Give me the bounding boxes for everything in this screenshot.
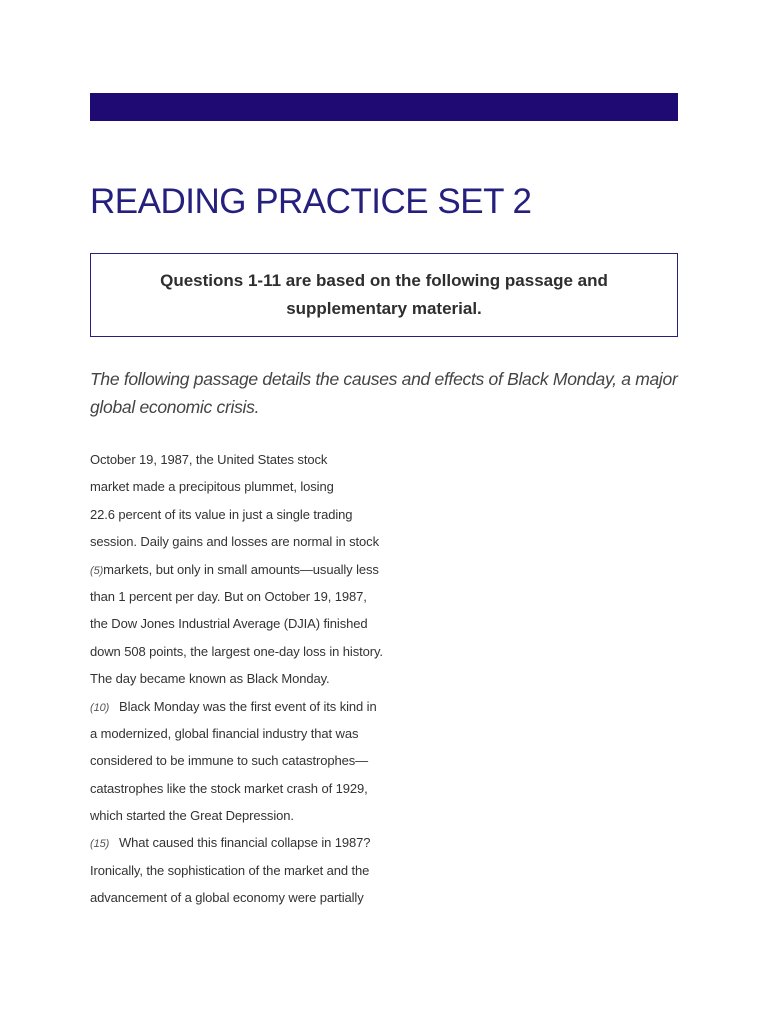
passage-line [90,665,410,692]
passage-line [90,556,410,583]
passage-line [90,473,410,500]
question-instructions-box [90,253,678,337]
passage-line-text: a modernized, global financial industry that was [90,725,359,741]
passage-line [90,747,410,774]
passage-line-text: considered to be immune to such catastrophes— [90,753,369,769]
passage-line-text: 22.6 percent of its value in just a single trading [90,506,353,522]
question-instructions-text: Questions 1-11 are based on the following passage and supplementary material. [160,271,608,318]
passage-line-text: Ironically, the sophistication of the market and the [90,862,370,878]
passage-line-text: down 508 points, the largest one-day loss in history. [90,643,383,659]
passage-line [90,857,410,884]
passage-line-text: session. Daily gains and losses are normal in stock [90,534,379,550]
page-title: READING PRACTICE SET 2 [90,182,532,221]
line-number: (5) [90,564,104,577]
passage-line [90,528,410,555]
passage-line-text: markets, but only in small amounts—usually less [103,561,379,577]
passage-line [90,638,410,665]
passage-line-text: than 1 percent per day. But on October 19, 1987, [90,588,367,604]
passage-line-text: advancement of a global economy were partially [90,890,364,906]
passage-intro: The following passage details the causes and effects of Black Monday, a major global economic crisis. [90,369,678,417]
passage-line-text: The day became known as Black Monday. [90,671,330,687]
passage-line-text: catastrophes like the stock market crash of 1929, [90,780,368,796]
passage-line [90,693,410,720]
line-number: (10) [90,701,110,714]
passage-line [90,446,410,473]
passage-line-text: market made a precipitous plummet, losing [90,479,334,495]
passage-line [90,610,410,637]
passage-line [90,802,410,829]
passage-line [90,829,410,856]
passage-line-text: the Dow Jones Industrial Average (DJIA) finished [90,616,368,632]
passage-line [90,583,410,610]
passage-line-text: Black Monday was the first event of its kind in [119,698,377,714]
passage-line [90,775,410,802]
line-number: (15) [90,838,110,851]
passage-line-text: which started the Great Depression. [90,808,294,824]
passage-line [90,884,410,911]
passage-line-text: What caused this financial collapse in 1987? [119,835,371,851]
passage-line-text: October 19, 1987, the United States stock [90,452,328,467]
passage-body [90,446,410,912]
header-bar [90,93,678,121]
passage-line [90,501,410,528]
passage-line [90,720,410,747]
